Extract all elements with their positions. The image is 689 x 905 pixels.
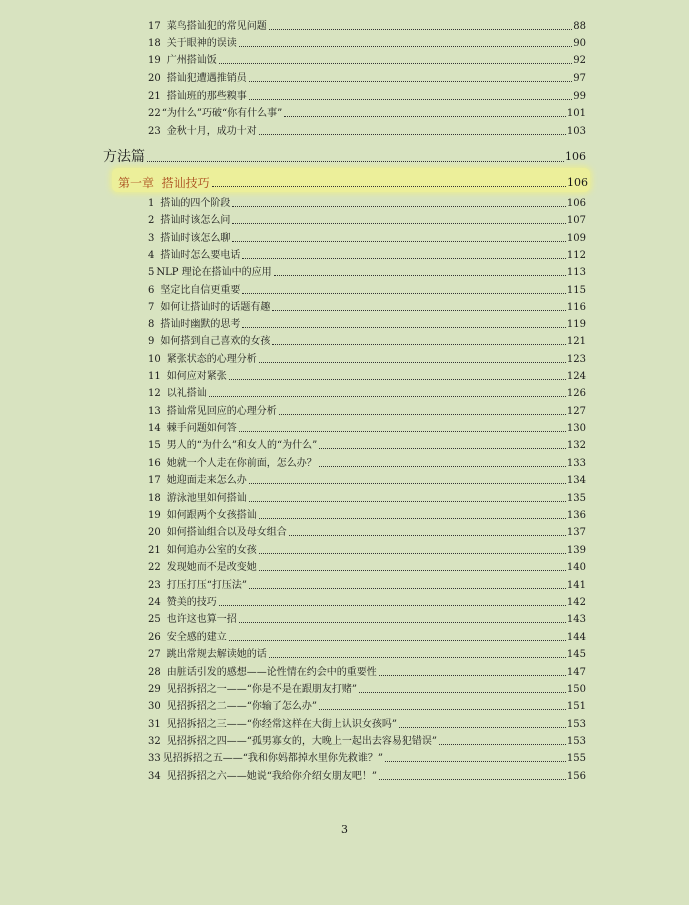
toc-entry-number: 9 xyxy=(148,336,155,347)
toc-entry-number: 12 xyxy=(148,388,161,399)
dot-leader xyxy=(219,62,573,64)
toc-entry[interactable] xyxy=(148,714,586,731)
toc-entry-number: 4 xyxy=(148,250,155,261)
toc-entry[interactable] xyxy=(148,609,586,626)
toc-entry-page: 137 xyxy=(566,527,586,538)
toc-entry-number: 7 xyxy=(148,302,155,313)
toc-entry-page: 142 xyxy=(566,597,586,608)
toc-entry-number: 22 xyxy=(148,562,161,573)
toc-entry-page: 90 xyxy=(573,38,586,49)
toc-entry-title: 搭讪班的那些糗事 xyxy=(166,91,247,102)
toc-entry-number: 3 xyxy=(148,233,155,244)
toc-entry-page: 113 xyxy=(566,267,586,278)
toc-entry-page: 133 xyxy=(566,458,586,469)
toc-entry[interactable] xyxy=(148,383,586,400)
toc-entry[interactable] xyxy=(148,33,586,50)
dot-leader xyxy=(272,343,566,345)
toc-entry[interactable] xyxy=(148,193,586,210)
dot-leader xyxy=(229,378,566,380)
toc-entry-number: 18 xyxy=(148,38,161,49)
toc-entry-number: 28 xyxy=(148,667,161,678)
dot-leader xyxy=(259,552,566,554)
toc-entry-title: 搭讪时该怎么问 xyxy=(160,215,231,226)
toc-entry-page: 139 xyxy=(566,545,586,556)
toc-entry-page: 150 xyxy=(566,684,586,695)
toc-entry-page: 126 xyxy=(566,388,586,399)
toc-entry-number: 13 xyxy=(148,406,161,417)
toc-entry-number: 8 xyxy=(148,319,155,330)
toc-entry-number: 27 xyxy=(148,649,161,660)
toc-entry[interactable] xyxy=(148,16,586,33)
dot-leader xyxy=(289,534,566,536)
toc-entry[interactable] xyxy=(148,331,586,348)
toc-entry-number: 20 xyxy=(148,73,161,84)
dot-leader xyxy=(232,240,566,242)
toc-entry-title: 安全感的建立 xyxy=(166,632,227,643)
toc-entry-number: 20 xyxy=(148,527,161,538)
dot-leader xyxy=(219,604,566,606)
toc-entry-number: 17 xyxy=(148,21,161,32)
toc-entry-page: 153 xyxy=(566,736,586,747)
dot-leader xyxy=(249,482,566,484)
dot-leader xyxy=(379,674,566,676)
toc-entry[interactable] xyxy=(148,314,586,331)
toc-entry-title: 以礼搭讪 xyxy=(166,388,207,399)
dot-leader xyxy=(269,656,566,658)
toc-entry-page: 121 xyxy=(566,336,586,347)
toc-entry-title: 搭讪犯遭遇推销员 xyxy=(166,73,247,84)
toc-entry-title: “为什么”巧破“你有什么事” xyxy=(161,108,283,119)
toc-entry[interactable] xyxy=(148,418,586,435)
dot-leader xyxy=(249,587,566,589)
toc-entry-title: 她迎面走来怎么办 xyxy=(166,475,247,486)
toc-entry-title: 搭讪的四个阶段 xyxy=(160,198,231,209)
toc-entry-page: 147 xyxy=(566,667,586,678)
toc-entry-title: NLP 理论在搭讪中的应用 xyxy=(156,267,272,278)
toc-entry[interactable] xyxy=(148,401,586,418)
toc-entry[interactable] xyxy=(148,575,586,592)
toc-entry-title: 发现她而不是改变她 xyxy=(166,562,257,573)
toc-entry-number: 6 xyxy=(148,285,155,296)
dot-leader xyxy=(259,569,566,571)
toc-entry-page: 119 xyxy=(566,319,586,330)
toc-entry-number: 17 xyxy=(148,475,161,486)
toc-entry-page: 153 xyxy=(566,719,586,730)
toc-section-page: 106 xyxy=(565,150,586,163)
toc-entry-title: 见招拆招之四——“孤男寡女的，大晚上一起出去容易犯错误” xyxy=(166,736,437,747)
toc-entry[interactable] xyxy=(148,540,586,557)
dot-leader xyxy=(232,222,566,224)
toc-entry[interactable] xyxy=(148,121,586,138)
toc-entry-title: 如何让搭讪时的话题有趣 xyxy=(160,302,271,313)
toc-entry-title: 见招拆招之六——她说“我给你介绍女朋友吧！” xyxy=(166,771,377,782)
toc-entry-page: 145 xyxy=(566,649,586,660)
dot-leader xyxy=(249,500,566,502)
toc-entry-page: 130 xyxy=(566,423,586,434)
toc-entry-page: 109 xyxy=(566,233,586,244)
toc-entry-title: 如何搭到自己喜欢的女孩 xyxy=(160,336,271,347)
toc-entry-number: 34 xyxy=(148,771,161,782)
toc-entry-page: 116 xyxy=(566,302,586,313)
toc-entry[interactable] xyxy=(148,627,586,644)
toc-entry-number: 19 xyxy=(148,55,161,66)
toc-entry-page: 141 xyxy=(566,580,586,591)
toc-entry-number: 22 xyxy=(148,108,161,119)
toc-entry-page: 103 xyxy=(566,126,586,137)
toc-entry-page: 143 xyxy=(566,614,586,625)
toc-entry-page: 156 xyxy=(566,771,586,782)
dot-leader xyxy=(284,115,566,117)
page-number: 3 xyxy=(341,823,348,836)
toc-entry-number: 1 xyxy=(148,198,155,209)
dot-leader xyxy=(242,326,566,328)
toc-entry[interactable] xyxy=(148,696,586,713)
toc-entry-page: 155 xyxy=(566,753,586,764)
toc-entry-title: 见招拆招之五——“我和你妈都掉水里你先救谁？” xyxy=(162,753,383,764)
toc-entry-number: 29 xyxy=(148,684,161,695)
dot-leader xyxy=(232,205,566,207)
dot-leader xyxy=(209,395,566,397)
toc-entry-title: 见招拆招之一——“你是不是在跟朋友打赌” xyxy=(166,684,357,695)
dot-leader xyxy=(319,465,566,467)
toc-entry-title: 打压打压“打压法” xyxy=(166,580,247,591)
toc-entry-page: 92 xyxy=(573,55,586,66)
dot-leader xyxy=(239,621,566,623)
toc-entry-page: 127 xyxy=(566,406,586,417)
toc-entry-page: 107 xyxy=(566,215,586,226)
toc-entry-page: 97 xyxy=(573,73,586,84)
toc-entry-number: 33 xyxy=(148,753,161,764)
toc-entry-number: 14 xyxy=(148,423,161,434)
toc-entry-title: 如何跟两个女孩搭讪 xyxy=(166,510,257,521)
dot-leader xyxy=(242,292,566,294)
toc-entry[interactable] xyxy=(148,366,586,383)
toc-entry[interactable] xyxy=(148,592,586,609)
toc-entry[interactable] xyxy=(148,662,586,679)
dot-leader xyxy=(269,28,573,30)
toc-entry[interactable] xyxy=(148,86,586,103)
dot-leader xyxy=(239,45,573,47)
toc-entry-number: 24 xyxy=(148,597,161,608)
toc-entry-title: 搭讪时怎么要电话 xyxy=(160,250,241,261)
toc-entry-number: 31 xyxy=(148,719,161,730)
toc-entry[interactable] xyxy=(148,103,586,120)
toc-entry[interactable] xyxy=(148,748,586,765)
toc-entry-title: 搭讪时幽默的思考 xyxy=(160,319,241,330)
toc-entry-title: 见招拆招之三——“你经常这样在大街上认识女孩吗” xyxy=(166,719,397,730)
toc-entry-page: 112 xyxy=(566,250,586,261)
dot-leader xyxy=(385,760,566,762)
toc-entry-title: 男人的“为什么”和女人的“为什么” xyxy=(166,440,318,451)
toc-entry-page: 140 xyxy=(566,562,586,573)
toc-entry-number: 25 xyxy=(148,614,161,625)
toc-entry[interactable] xyxy=(148,766,586,783)
toc-entry-number: 18 xyxy=(148,493,161,504)
dot-leader xyxy=(229,639,566,641)
toc-entry-title: 广州搭讪饭 xyxy=(166,55,217,66)
toc-entry[interactable] xyxy=(148,68,586,85)
toc-entry-title: 如何应对紧张 xyxy=(166,371,227,382)
toc-entry-page: 151 xyxy=(566,701,586,712)
dot-leader xyxy=(259,517,566,519)
toc-entry-title: 菜鸟搭讪犯的常见问题 xyxy=(166,21,267,32)
toc-entry-page: 123 xyxy=(566,354,586,365)
toc-entry-number: 23 xyxy=(148,580,161,591)
toc-entry[interactable] xyxy=(148,435,586,452)
toc-entry-title: 如何追办公室的女孩 xyxy=(166,545,257,556)
toc-entry[interactable] xyxy=(148,557,586,574)
dot-leader xyxy=(249,80,573,82)
toc-entry-page: 124 xyxy=(566,371,586,382)
toc-entry[interactable] xyxy=(148,731,586,748)
toc-chapter-page: 106 xyxy=(567,176,588,189)
toc-chapter[interactable] xyxy=(118,173,588,190)
toc-section-title: 方法篇 xyxy=(103,149,145,165)
toc-entry-title: 搭讪常见回应的心理分析 xyxy=(166,406,277,417)
dot-leader xyxy=(319,708,566,710)
toc-entry-page: 134 xyxy=(566,475,586,486)
toc-entry-title: 紧张状态的心理分析 xyxy=(166,354,257,365)
toc-entry-page: 115 xyxy=(566,285,586,296)
toc-entry[interactable] xyxy=(148,522,586,539)
toc-entry-number: 15 xyxy=(148,440,161,451)
dot-leader xyxy=(249,98,573,100)
toc-entry[interactable] xyxy=(148,349,586,366)
toc-entry[interactable] xyxy=(148,50,586,67)
toc-entry-title: 跳出常规去解读她的话 xyxy=(166,649,267,660)
toc-entry[interactable] xyxy=(148,297,586,314)
toc-entry-title: 见招拆招之二——“你输了怎么办” xyxy=(166,701,317,712)
toc-entry[interactable] xyxy=(148,262,586,279)
toc-entry-title: 如何搭讪组合以及母女组合 xyxy=(166,527,287,538)
toc-entry-title: 关于眼神的误读 xyxy=(166,38,237,49)
toc-entry-number: 11 xyxy=(148,371,161,382)
toc-entry-page: 88 xyxy=(573,21,586,32)
toc-section[interactable] xyxy=(103,148,586,165)
toc-entry-title: 搭讪时该怎么聊 xyxy=(160,233,231,244)
dot-leader xyxy=(359,691,566,693)
dot-leader xyxy=(439,743,566,745)
toc-entry-page: 135 xyxy=(566,493,586,504)
dot-leader xyxy=(274,274,566,276)
toc-entry[interactable] xyxy=(148,453,586,470)
toc-entry-title: 金秋十月，成功十对 xyxy=(166,126,257,137)
toc-entry-number: 10 xyxy=(148,354,161,365)
dot-leader xyxy=(259,133,566,135)
dot-leader xyxy=(272,309,566,311)
toc-entry-number: 16 xyxy=(148,458,161,469)
dot-leader xyxy=(239,430,566,432)
toc-entry-number: 26 xyxy=(148,632,161,643)
toc-entry-page: 101 xyxy=(566,108,586,119)
toc-entry-title: 她就一个人走在你前面，怎么办？ xyxy=(166,458,317,469)
dot-leader xyxy=(399,726,566,728)
toc-entry-number: 2 xyxy=(148,215,155,226)
toc-entry-number: 21 xyxy=(148,91,161,102)
toc-entry[interactable] xyxy=(148,488,586,505)
toc-entry[interactable] xyxy=(148,679,586,696)
toc-entry[interactable] xyxy=(148,644,586,661)
toc-entry[interactable] xyxy=(148,228,586,245)
toc-entry-page: 106 xyxy=(566,198,586,209)
dot-leader xyxy=(259,361,566,363)
toc-entry[interactable] xyxy=(148,280,586,297)
toc-entry-page: 136 xyxy=(566,510,586,521)
toc-entry-number: 32 xyxy=(148,736,161,747)
dot-leader xyxy=(379,778,566,780)
toc-entry[interactable] xyxy=(148,505,586,522)
dot-leader xyxy=(279,413,566,415)
toc-entry-number: 19 xyxy=(148,510,161,521)
dot-leader xyxy=(147,160,564,162)
toc-entry-title: 由脏话引发的感想——论性情在约会中的重要性 xyxy=(166,667,377,678)
toc-entry-title: 棘手问题如何答 xyxy=(166,423,237,434)
toc-entry-page: 99 xyxy=(573,91,586,102)
toc-entry-title: 也许这也算一招 xyxy=(166,614,237,625)
dot-leader xyxy=(242,257,566,259)
toc-entry-number: 5 xyxy=(148,267,155,278)
toc-entry-page: 144 xyxy=(566,632,586,643)
toc-entry-title: 赞美的技巧 xyxy=(166,597,217,608)
toc-chapter-title: 第一章 搭讪技巧 xyxy=(118,176,210,190)
toc-entry[interactable] xyxy=(148,245,586,262)
toc-entry[interactable] xyxy=(148,210,586,227)
toc-entry-number: 23 xyxy=(148,126,161,137)
toc-entry-number: 21 xyxy=(148,545,161,556)
dot-leader xyxy=(212,185,566,187)
toc-entry-title: 游泳池里如何搭讪 xyxy=(166,493,247,504)
dot-leader xyxy=(319,447,566,449)
toc-entry[interactable] xyxy=(148,470,586,487)
toc-entry-page: 132 xyxy=(566,440,586,451)
toc-entry-title: 坚定比自信更重要 xyxy=(160,285,241,296)
toc-entry-number: 30 xyxy=(148,701,161,712)
